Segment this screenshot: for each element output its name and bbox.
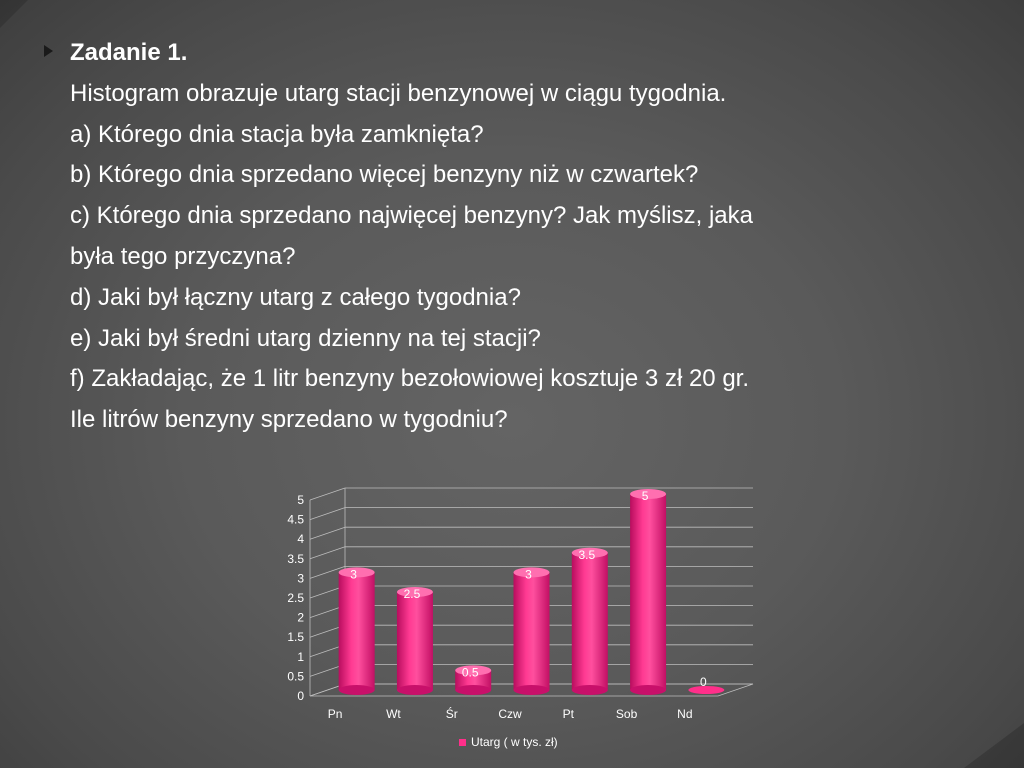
task-line: a) Którego dnia stacja była zamknięta? [70,120,484,148]
chart-svg [260,470,780,765]
bar-body [630,494,666,690]
bar-bottom [572,685,608,695]
task-line: Histogram obrazuje utarg stacji benzynowej w ciągu tygodnia. [70,79,727,107]
legend-swatch [459,739,466,746]
y-tick-label: 0 [297,689,304,703]
bar [339,567,375,695]
y-tick-label: 2 [297,610,304,625]
x-tick-label: Pn [327,707,343,721]
bar [630,489,666,695]
data-label: 5 [641,489,649,503]
x-tick-label: Nd [677,707,693,721]
y-tick-label: 1 [297,649,304,664]
bar-bottom [339,685,375,695]
task-line: b) Którego dnia sprzedano więcej benzyny niż w czwartek? [70,161,699,189]
task-text [70,33,970,441]
y-tick-label: 2.5 [287,591,304,605]
bar [514,567,550,695]
bar-body [514,572,550,690]
x-tick-label: Pt [562,707,574,721]
data-label: 0 [700,675,707,689]
bar [397,587,433,695]
data-label: 3 [525,567,532,582]
x-tick-label: Czw [498,707,522,721]
task-line: była tego przyczyna? [70,242,296,270]
x-tick-label: Sob [615,707,638,721]
data-label: 2.5 [403,587,421,601]
task-line: d) Jaki był łączny utarg z całego tygodnia? [70,283,521,311]
gridline-side [310,547,345,559]
y-tick-label: 0.5 [287,669,304,684]
bar [572,548,608,695]
bar-bottom [397,685,433,695]
y-tick-label: 1.5 [287,630,304,645]
bar-bottom [514,685,550,695]
bar-body [572,553,608,690]
gridline-side [310,488,345,500]
gridline-side [310,508,345,520]
corner-decoration [0,0,34,34]
bullet-arrow-icon [44,45,53,57]
bar-bottom [630,685,666,695]
x-tick-label: Wt [386,707,401,721]
x-tick-label: Śr [445,707,458,721]
bar-body [397,592,433,690]
task-line: f) Zakładając, że 1 litr benzyny bezołowiowej kosztuje 3 zł 20 gr. [70,365,749,393]
task-line: Ile litrów benzyny sprzedano w tygodniu? [70,406,508,434]
y-tick-label: 4 [297,532,304,547]
data-label: 0.5 [461,665,479,680]
data-label: 3.5 [578,547,596,562]
bar-chart [260,470,780,765]
task-line: e) Jaki był średni utarg dzienny na tej stacji? [70,324,541,352]
legend-label: Utarg ( w tys. zł) [471,735,558,749]
gridline-side [310,527,345,539]
bar-body [339,572,375,690]
task-title: Zadanie 1. [70,39,188,66]
corner-decoration [964,723,1024,768]
y-tick-label: 4.5 [287,512,304,527]
data-label: 3 [350,567,357,582]
y-tick-label: 3.5 [287,551,304,566]
task-line: c) Którego dnia sprzedano najwięcej benzyny? Jak myślisz, jaka [70,202,754,230]
y-tick-label: 5 [297,493,304,507]
bar-bottom [455,685,491,695]
y-tick-label: 3 [297,571,304,586]
